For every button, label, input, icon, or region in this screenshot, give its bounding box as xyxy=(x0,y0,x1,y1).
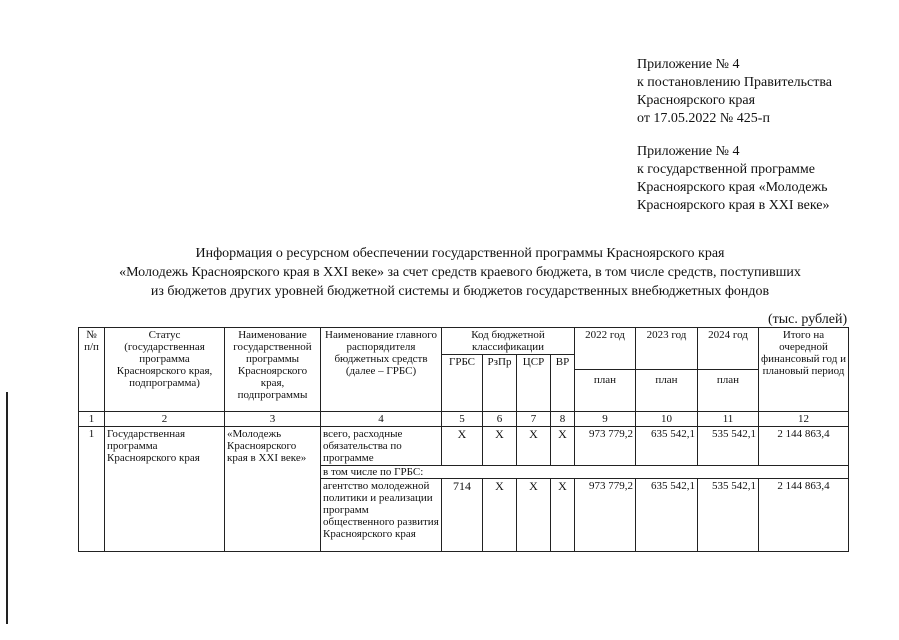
column-number: 11 xyxy=(698,412,759,427)
title-line: из бюджетов других уровней бюджетной системы и бюджетов государственных внебюджетных фондов xyxy=(150,284,770,299)
row-agency-total-value: 2 144 863,4 xyxy=(759,479,849,552)
title-line: «Молодежь Красноярского края в XXI веке» за счет средств краевого бюджета, в том числе средств, поступивших xyxy=(119,265,801,280)
row-program-name: «Молодежь Красноярского края в XXI веке» xyxy=(225,427,321,552)
appendix-line: от 17.05.2022 № 425-п xyxy=(637,111,770,126)
header-code-group: Код бюджетной классификации xyxy=(442,328,575,355)
header-vr: ВР xyxy=(551,355,575,412)
title-line: Информация о ресурсном обеспечении государственной программы Красноярского края xyxy=(195,246,725,261)
appendix-line: Красноярского края в XXI веке» xyxy=(637,198,830,213)
resource-table xyxy=(78,327,849,552)
column-number: 2 xyxy=(105,412,225,427)
column-number: 4 xyxy=(321,412,442,427)
header-2024: 2024 год план xyxy=(698,328,759,412)
appendix-line: к постановлению Правительства xyxy=(637,75,833,90)
appendix-line: Красноярского края «Молодежь xyxy=(637,180,828,195)
column-number: 6 xyxy=(483,412,517,427)
appendix-resolution-block xyxy=(637,56,887,128)
column-number: 3 xyxy=(225,412,321,427)
appendix-program-block xyxy=(637,143,887,215)
row-grbs-total: всего, расходные обязательства по программе xyxy=(321,427,442,466)
row-csr-code: Х xyxy=(517,427,551,466)
header-2022: 2022 год план xyxy=(575,328,636,412)
column-number: 9 xyxy=(575,412,636,427)
row-status: Государственная программа Красноярского края xyxy=(105,427,225,552)
row-including-label: в том числе по ГРБС: xyxy=(321,466,849,479)
row-agency-vr-code: Х xyxy=(551,479,575,552)
header-rzpr: РзПр xyxy=(483,355,517,412)
row-rzpr-code: Х xyxy=(483,427,517,466)
header-csr: ЦСР xyxy=(517,355,551,412)
appendix-line: к государственной программе xyxy=(637,162,815,177)
header-2024-plan: план xyxy=(698,369,758,410)
row-2024-value: 535 542,1 xyxy=(698,427,759,466)
appendix-line: Приложение № 4 xyxy=(637,57,740,72)
units-label: (тыс. рублей) xyxy=(768,312,848,327)
row-num: 1 xyxy=(79,427,105,552)
row-agency-csr-code: Х xyxy=(517,479,551,552)
appendix-line: Приложение № 4 xyxy=(637,144,740,159)
row-grbs-code: Х xyxy=(442,427,483,466)
column-number: 7 xyxy=(517,412,551,427)
row-agency-grbs-code: 714 xyxy=(442,479,483,552)
header-status: Статус (государственная программа Красноярского края, подпрограмма) xyxy=(105,328,225,412)
row-total-value: 2 144 863,4 xyxy=(759,427,849,466)
header-2022-plan: план xyxy=(575,369,635,410)
document-title xyxy=(60,244,860,301)
header-row xyxy=(79,328,849,355)
header-2023: 2023 год план xyxy=(636,328,698,412)
row-agency-2023-value: 635 542,1 xyxy=(636,479,698,552)
header-program-name: Наименование государственной программы Красноярского края, подпрограммы xyxy=(225,328,321,412)
header-total: Итого на очередной финансовый год и плановый период xyxy=(759,328,849,412)
table-row-program-total xyxy=(79,427,849,466)
appendix-line: Красноярского края xyxy=(637,93,756,108)
column-number: 5 xyxy=(442,412,483,427)
row-vr-code: Х xyxy=(551,427,575,466)
row-agency-2024-value: 535 542,1 xyxy=(698,479,759,552)
column-number: 10 xyxy=(636,412,698,427)
header-2023-plan: план xyxy=(636,369,697,410)
row-agency-rzpr-code: Х xyxy=(483,479,517,552)
header-num: № п/п xyxy=(79,328,105,412)
column-number: 8 xyxy=(551,412,575,427)
header-grbs-name: Наименование главного распорядителя бюджетных средств (далее – ГРБС) xyxy=(321,328,442,412)
row-agency-name: агентство молодежной политики и реализации программ общественного развития Красноярского края xyxy=(321,479,442,552)
column-number: 1 xyxy=(79,412,105,427)
column-number-row xyxy=(79,412,849,427)
scan-margin-line xyxy=(6,392,8,624)
column-number: 12 xyxy=(759,412,849,427)
row-agency-2022-value: 973 779,2 xyxy=(575,479,636,552)
row-2023-value: 635 542,1 xyxy=(636,427,698,466)
header-grbs: ГРБС xyxy=(442,355,483,412)
row-2022-value: 973 779,2 xyxy=(575,427,636,466)
